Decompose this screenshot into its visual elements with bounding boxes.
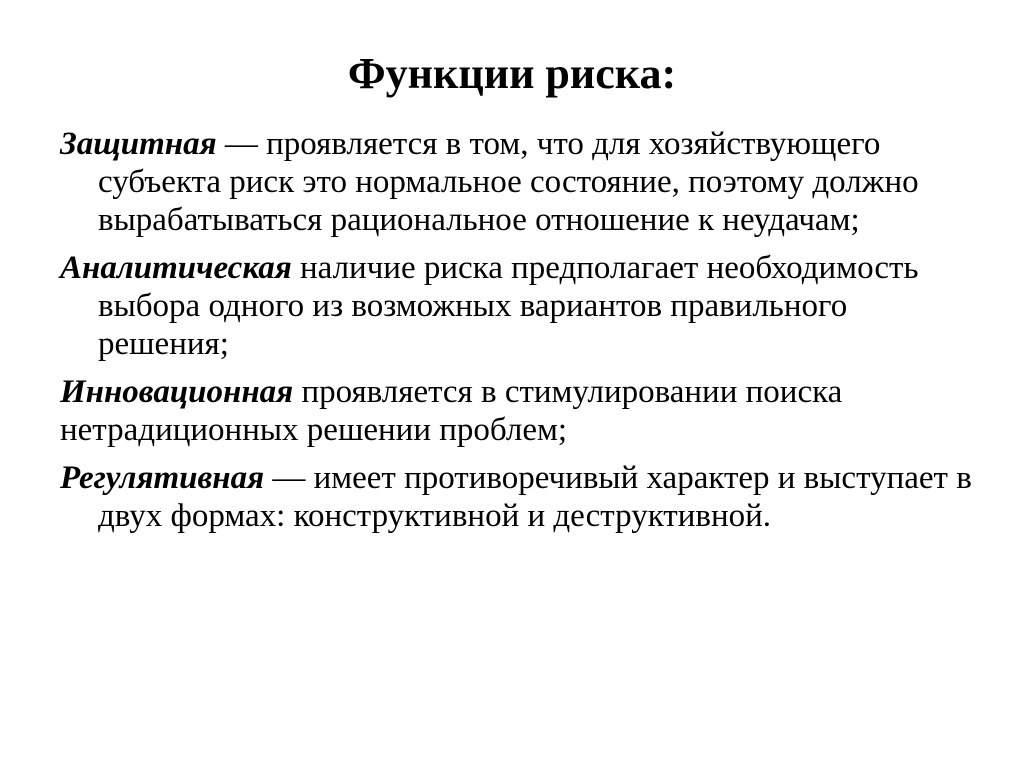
term-regulatory: Регулятивная [60,460,265,496]
list-item-analytical [60,249,980,363]
term-protective: Защитная [60,126,217,162]
description-innovative-continued: нетрадиционных решении проблем; [60,412,568,448]
description-regulatory: — имеет противоречивый характер и выступает в двух формах: конструктивной и деструктивной. [98,460,972,534]
list-item-regulatory [60,459,980,535]
risk-functions-list [60,125,980,545]
description-protective: — проявляется в том, что для хозяйствующего субъекта риск это нормальное состояние, поэтому должно вырабатываться рациональное отношение к неудачам; [98,126,919,238]
term-analytical: Аналитическая [60,250,292,286]
term-innovative: Инновационная [60,374,294,410]
list-item-innovative [60,373,980,449]
slide-title: Функции риска: [347,49,677,98]
list-item-protective [60,125,980,239]
description-analytical: наличие риска предполагает необходимость выбора одного из возможных вариантов правильного решения; [98,250,919,362]
description-innovative: проявляется в стимулировании поиска [293,374,843,410]
